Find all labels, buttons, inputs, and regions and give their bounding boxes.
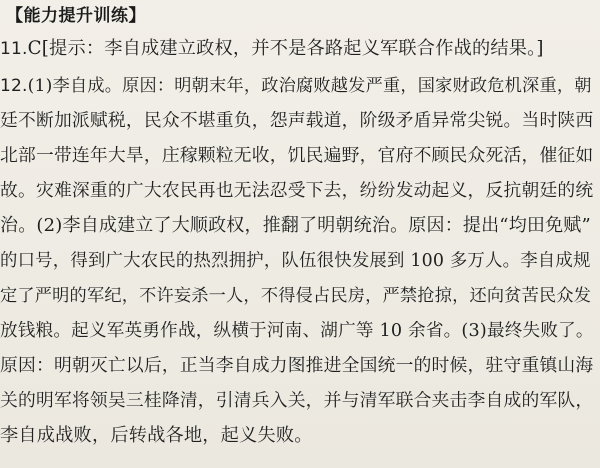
line-text: 的口号，得到广大农民的热烈拥护，队伍很快发展到 100 多万人。李自成规 xyxy=(0,251,591,271)
line-text: (1)李自成。原因：明朝末年，政治腐败越发严重，国家财政危机深重，朝 xyxy=(27,76,592,96)
answer-line xyxy=(0,109,593,133)
line-text: 治。(2)李自成建立了大顺政权，推翻了明朝统治。原因：提出“均田免赋” xyxy=(0,215,591,236)
line-text: 故。灾难深重的广大农民再也无法忍受下去，纷纷发动起义，反抗朝廷的统 xyxy=(0,180,594,201)
line-text: C[提示：李自成建立政权，并不是各路起义军联合作战的结果。] xyxy=(27,38,544,59)
answer-line xyxy=(0,179,593,203)
answer-line xyxy=(0,389,593,413)
answer-line xyxy=(0,37,544,61)
line-text: 定了严明的军纪，不许妄杀一人，不得侵占民房，严禁抢掠，还向贫苦民众发 xyxy=(0,286,592,306)
answer-line xyxy=(0,214,591,238)
line-text: 李自成战败，后转战各地，起义失败。 xyxy=(0,425,313,446)
answer-line xyxy=(0,249,591,273)
question-number: 11. xyxy=(0,39,28,59)
answer-line xyxy=(0,424,313,448)
question-number: 12. xyxy=(0,76,28,96)
answer-line xyxy=(0,284,591,308)
answer-line xyxy=(0,354,593,378)
line-text: 关的明军将领吴三桂降清，引清兵入关，并与清军联合夹击李自成的军队， xyxy=(0,390,594,411)
answer-line xyxy=(0,74,592,98)
line-text: 廷不断加派赋税，民众不堪重负，怨声载道，阶级矛盾异常尖锐。当时陕西 xyxy=(0,110,594,131)
answer-line xyxy=(0,144,593,168)
line-text: 北部一带连年大旱，庄稼颗粒无收，饥民遍野，官府不顾民众死活，催征如 xyxy=(0,145,594,166)
section-title: 【能力提升训练】 xyxy=(6,6,146,26)
line-text: 原因：明朝灭亡以后，正当李自成力图推进全国统一的时候，驻守重镇山海 xyxy=(0,355,594,376)
answer-line xyxy=(0,319,594,343)
line-text: 放钱粮。起义军英勇作战，纵横于河南、湖广等 10 余省。(3)最终失败了。 xyxy=(0,321,594,341)
